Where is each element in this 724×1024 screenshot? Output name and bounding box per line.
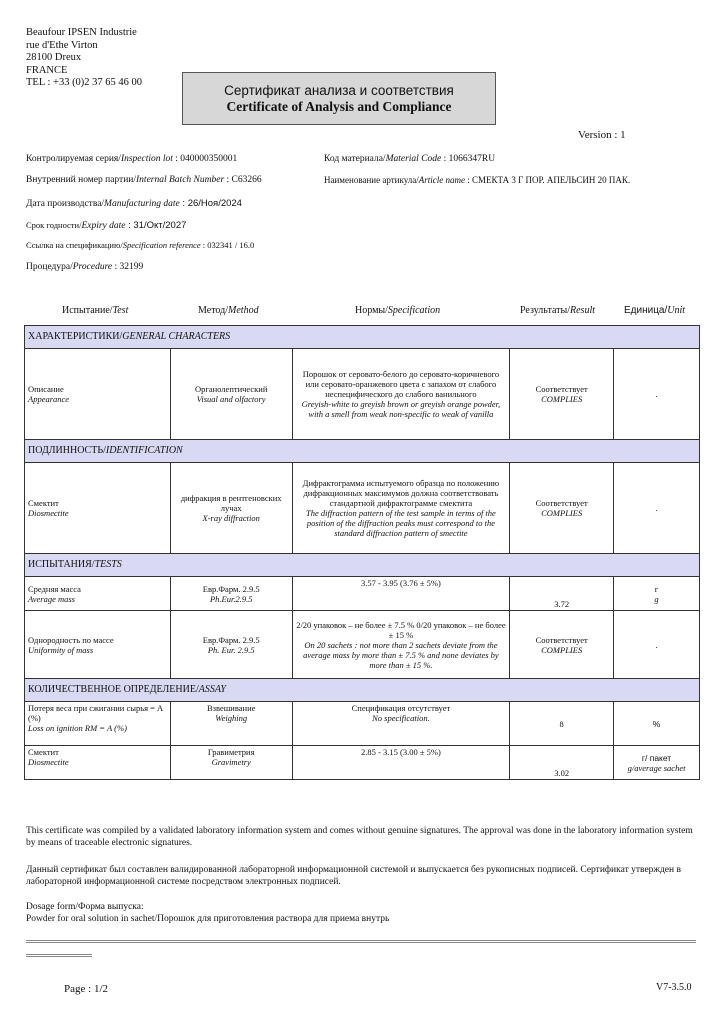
table-row: Средняя масса Average mass Евр.Фарм. 2.9.5 Ph.Eur.2.9.5 3.57 - 3.95 (3.76 ± 5%) 3.72 г g [25, 577, 700, 611]
version-label: Version : 1 [578, 129, 626, 141]
city: 28100 Dreux [26, 52, 82, 63]
table-row: Описание Appearance Органолептический Visual and olfactory Порошок от серовато-белого до серовато-коричневого или серовато-оранжевого цвета с запахом от слабого неспецифического до слабого ванильного Greyish-white to greyish brown or greyish orange powder, with a smell from weak non-specific to weak of vanilla Соответствует COMPLIES . [25, 349, 700, 440]
title-ru: Сертификат анализа и соответствия [224, 83, 454, 98]
material-code: Код материала/Material Code : 1066347RU [324, 154, 496, 164]
procedure: Процедура/Procedure : 32199 [26, 262, 144, 272]
manufacturing-date: Дата производства/Manufacturing date : 26/Ноя/2024 [26, 198, 242, 209]
section-general: ХАРАКТЕРИСТИКИ/GENERAL CHARACTERS [25, 326, 700, 349]
batch-number: Внутренний номер партии/Internal Batch Number : C63266 [26, 175, 262, 185]
electronic-signature-note-ru: Данный сертификат был составлен валидированной лабораторной информационной системой и выпускается без рукописных подписей. Сертификат утвержден в лабораторной информационной системе посредством электронных подписей. [26, 865, 681, 887]
expiry-date: Срок годности/Expiry date : 31/Окт/2027 [26, 220, 187, 231]
separator-line [26, 940, 696, 943]
title-en: Certificate of Analysis and Compliance [226, 99, 452, 114]
col-result: Результаты/Result [520, 305, 595, 316]
article-name: Наименование артикула/Article name : СМЕКТА 3 Г ПОР. АПЕЛЬСИН 20 ПАК. [324, 175, 631, 185]
col-method: Метод/Method [198, 305, 259, 316]
dosage-form-label: Dosage form/Форма выпуска: [26, 902, 144, 912]
section-identification: ПОДЛИННОСТЬ/IDENTIFICATION [25, 440, 700, 463]
section-tests: ИСПЫТАНИЯ/TESTS [25, 554, 700, 577]
inspection-lot: Контролируемая серия/Inspection lot : 040000350001 [26, 154, 238, 164]
certificate-title-box [182, 72, 496, 125]
table-row: Смектит Diosmectite дифракция в рентгеновских лучах X-ray diffraction Дифрактограмма испытуемого образца по положению дифракционных максимумов должна соответствовать стандартной дифрактограмме смектита The diffraction pattern of the test sample in terms of the position of the diffraction peaks must correspond to the standard diffraction pattern of smectite Соответствует COMPLIES . [25, 463, 700, 554]
electronic-signature-note-en: This certificate was compiled by a validated laboratory information system and comes without genuine signatures. The approval was done in the laboratory information system by means of traceable electronic signatures. [26, 826, 693, 848]
company-name: Beaufour IPSEN Industrie [26, 27, 137, 38]
separator-line-short [26, 954, 92, 957]
col-spec: Нормы/Specification [355, 305, 441, 316]
spec-reference: Ссылка на спецификацию/Specification reference : 032341 / 16.0 [26, 240, 255, 250]
results-table [24, 325, 700, 780]
dosage-form-value: Powder for oral solution in sachet/Порошок для приготовления раствора для приема внутрь [26, 914, 390, 924]
table-row: Однородность по массе Uniformity of mass Евр.Фарм. 2.9.5 Ph. Eur. 2.9.5 2/20 упаковок – не более ± 7.5 % 0/20 упаковок – не более ± 15 % On 20 sachets : not more than 2 sachets deviate from the average mass by more than ± 7.5 % and none deviates by more than ± 15 %. Соответствует COMPLIES . [25, 611, 700, 679]
section-assay: КОЛИЧЕСТВЕННОЕ ОПРЕДЕЛЕНИЕ/ASSAY [25, 679, 700, 702]
col-test: Испытание/Test [62, 305, 129, 316]
phone: TEL : +33 (0)2 37 65 46 00 [26, 77, 143, 88]
table-row: Смектит Diosmectite Гравиметрия Gravimetry 2.85 - 3.15 (3.00 ± 5%) 3.02 г/ пакет g/average sachet [25, 746, 700, 780]
col-unit: Единица/Unit [624, 305, 686, 316]
page-number: Page : 1/2 [64, 983, 108, 995]
template-version: V7-3.5.0 [656, 982, 692, 993]
country: FRANCE [26, 64, 68, 76]
table-row: Потеря веса при сжигании сырья = A (%) Loss on ignition RM = A (%) Взвешивание Weighing Спецификация отсутствует No specification. 8 % [25, 702, 700, 746]
street: rue d'Ethe Virton [26, 39, 98, 51]
sender-address [26, 27, 142, 90]
